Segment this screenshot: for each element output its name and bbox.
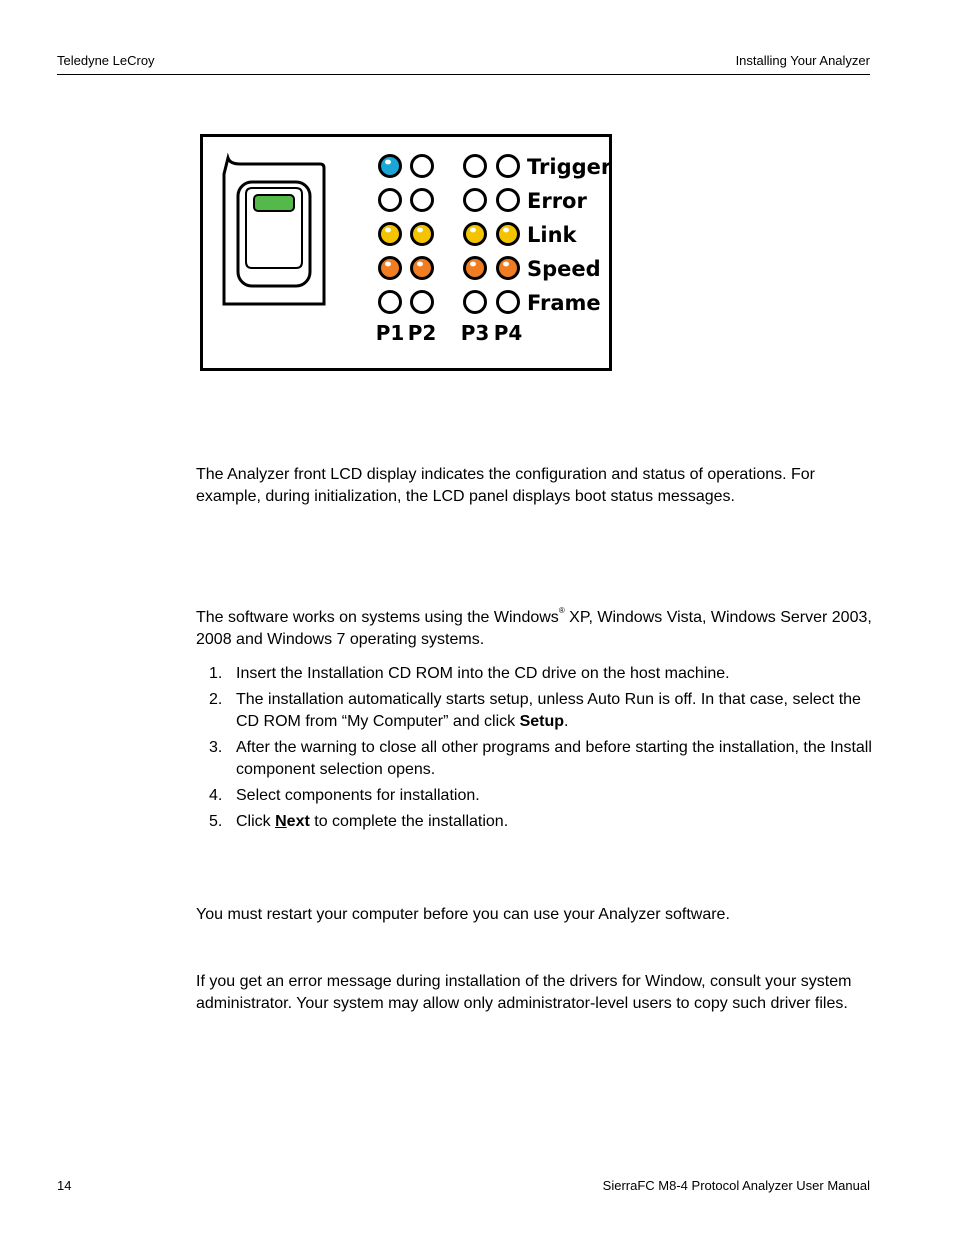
list-item: [196, 811, 876, 833]
footer-title: SierraFC M8-4 Protocol Analyzer User Manual: [602, 1178, 870, 1193]
step-number: 5.: [209, 813, 223, 830]
led-trigger-p1: [380, 156, 401, 177]
next-hotkey-letter: N: [275, 813, 287, 830]
port-label-p2: P2: [407, 321, 437, 345]
step-number: 2.: [209, 691, 223, 708]
led-label-error: Error: [527, 189, 587, 213]
step-text-end: .: [564, 713, 569, 730]
os-text-pre: The software works on systems using the Windows: [196, 609, 559, 626]
error-paragraph: If you get an error message during installation of the drivers for Window, consult your system administrator. Your system may allow only administrator-level users to copy such driver files.: [196, 973, 852, 1012]
led-error-p2: [412, 190, 433, 211]
led-link-p3: [465, 224, 486, 245]
list-item: [196, 737, 876, 781]
next-label: ext: [286, 813, 310, 830]
step-text: Insert the Installation CD ROM into the CD drive on the host machine.: [236, 665, 730, 682]
step-text-end: to complete the installation.: [309, 813, 509, 830]
registered-mark: ®: [558, 606, 565, 615]
led-frame-p2: [412, 292, 433, 313]
os-paragraph: [196, 607, 876, 651]
led-trigger-p2: [412, 156, 433, 177]
front-panel-svg: [200, 134, 612, 371]
list-item: [196, 689, 876, 733]
led-label-frame: Frame: [527, 291, 601, 315]
restart-paragraph: You must restart your computer before you can use your Analyzer software.: [196, 906, 730, 923]
led-speed-p1: [380, 258, 401, 279]
led-link-p1: [380, 224, 401, 245]
lcd-paragraph: The Analyzer front LCD display indicates the configuration and status of operations. For example, during initialization, the LCD panel displays boot status messages.: [196, 466, 816, 505]
step-number: 1.: [209, 665, 223, 682]
led-trigger-p4: [498, 156, 519, 177]
led-speed-p2: [412, 258, 433, 279]
led-frame-p3: [465, 292, 486, 313]
power-switch: [224, 158, 324, 304]
os-text-post: XP, Windows Vista, Windows Server 2003, 2008 and Windows 7 operating systems.: [196, 609, 872, 648]
led-error-p4: [498, 190, 519, 211]
step-text: The installation automatically starts setup, unless Auto Run is off. In that case, select the CD ROM from “My Computer” and click: [236, 691, 861, 730]
led-error-p1: [380, 190, 401, 211]
led-frame-p1: [380, 292, 401, 313]
port-label-p4: P4: [493, 321, 523, 345]
install-steps: [196, 663, 876, 837]
led-label-link: Link: [527, 223, 577, 247]
list-item: [196, 785, 876, 807]
step-text: Select components for installation.: [236, 787, 480, 804]
led-link-p4: [498, 224, 519, 245]
led-label-trigger: Trigger: [527, 155, 612, 179]
page-number: 14: [57, 1178, 72, 1193]
step-text: Click: [236, 813, 276, 830]
step-number: 3.: [209, 739, 223, 756]
port-label-p1: P1: [375, 321, 405, 345]
led-error-p3: [465, 190, 486, 211]
setup-label: Setup: [519, 713, 565, 730]
header-right: Installing Your Analyzer: [735, 53, 870, 68]
led-label-speed: Speed: [527, 257, 601, 281]
led-speed-p4: [498, 258, 519, 279]
header-rule: [57, 74, 870, 75]
step-number: 4.: [209, 787, 223, 804]
led-link-p2: [412, 224, 433, 245]
list-item: [196, 663, 876, 685]
led-trigger-p3: [465, 156, 486, 177]
step-text: After the warning to close all other programs and before starting the installation, the Install component selection opens.: [236, 739, 872, 778]
led-frame-p4: [498, 292, 519, 313]
header-left: Teledyne LeCroy: [57, 53, 155, 68]
led-speed-p3: [465, 258, 486, 279]
front-panel-figure: [200, 134, 612, 371]
port-label-p3: P3: [460, 321, 490, 345]
